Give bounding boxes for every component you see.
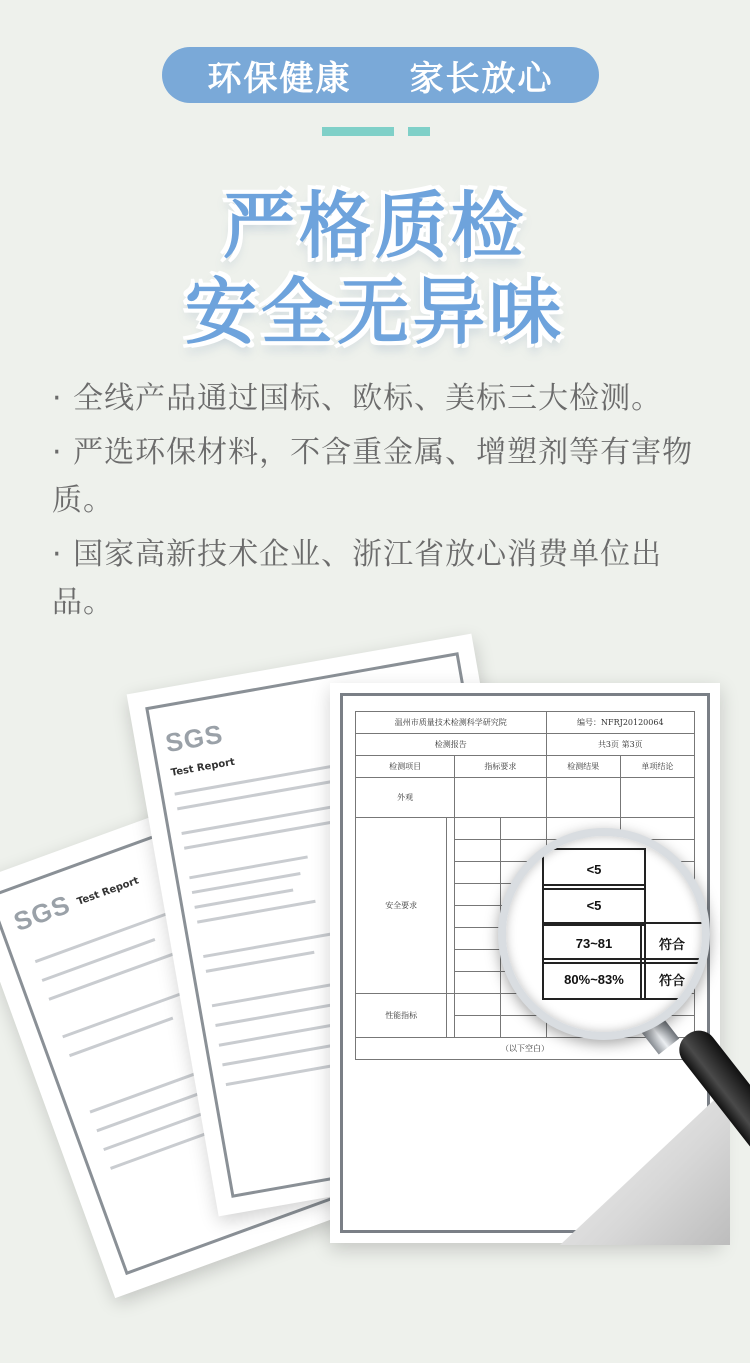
- institute-name: 温州市质量技术检测科学研究院: [356, 712, 547, 734]
- headline-line-1: 严格质检: [222, 184, 527, 268]
- magnified-cell: 73~81: [542, 922, 646, 964]
- row-appearance: 外观: [356, 778, 455, 818]
- headline-line-2: 安全无异味: [184, 270, 565, 354]
- page-count: 共3页 第3页: [546, 734, 694, 756]
- col-requirement: 指标要求: [455, 756, 546, 778]
- slogan-banner: [162, 47, 599, 103]
- report-title: Test Report: [75, 875, 141, 908]
- feature-list: [52, 375, 702, 633]
- report-title: Test Report: [170, 756, 236, 779]
- sgs-logo: SGS: [163, 718, 226, 759]
- accent-bar-long: [322, 127, 394, 136]
- col-conclusion: 单项结论: [620, 756, 694, 778]
- feature-item: · 全线产品通过国标、欧标、美标三大检测。: [52, 381, 663, 416]
- table-footer: （以下空白）: [356, 1038, 695, 1060]
- col-item: 检测项目: [356, 756, 455, 778]
- magnified-cell: <5: [542, 848, 646, 890]
- feature-item: · 国家高新技术企业、浙江省放心消费单位出品。: [52, 537, 663, 620]
- magnified-cell: 符合: [640, 958, 704, 1000]
- magnifier-lens: [498, 828, 710, 1040]
- magnified-cell: <5: [542, 884, 646, 926]
- sgs-logo: SGS: [9, 888, 75, 937]
- magnified-cell: 80%~83%: [542, 958, 646, 1000]
- report-number: 编号：NFRJ20120064: [546, 712, 694, 734]
- row-safety: 安全要求: [356, 818, 447, 994]
- accent-bar-short: [408, 127, 430, 136]
- banner-left-text: 环保健康: [207, 58, 352, 99]
- report-title-cn: 检测报告: [356, 734, 547, 756]
- row-performance: 性能指标: [356, 994, 447, 1038]
- banner-right-text: 家长放心: [409, 58, 554, 99]
- magnified-cell: 符合: [640, 922, 704, 964]
- col-result: 检测结果: [546, 756, 620, 778]
- feature-item: · 严选环保材料，不含重金属、增塑剂等有害物质。: [52, 435, 694, 518]
